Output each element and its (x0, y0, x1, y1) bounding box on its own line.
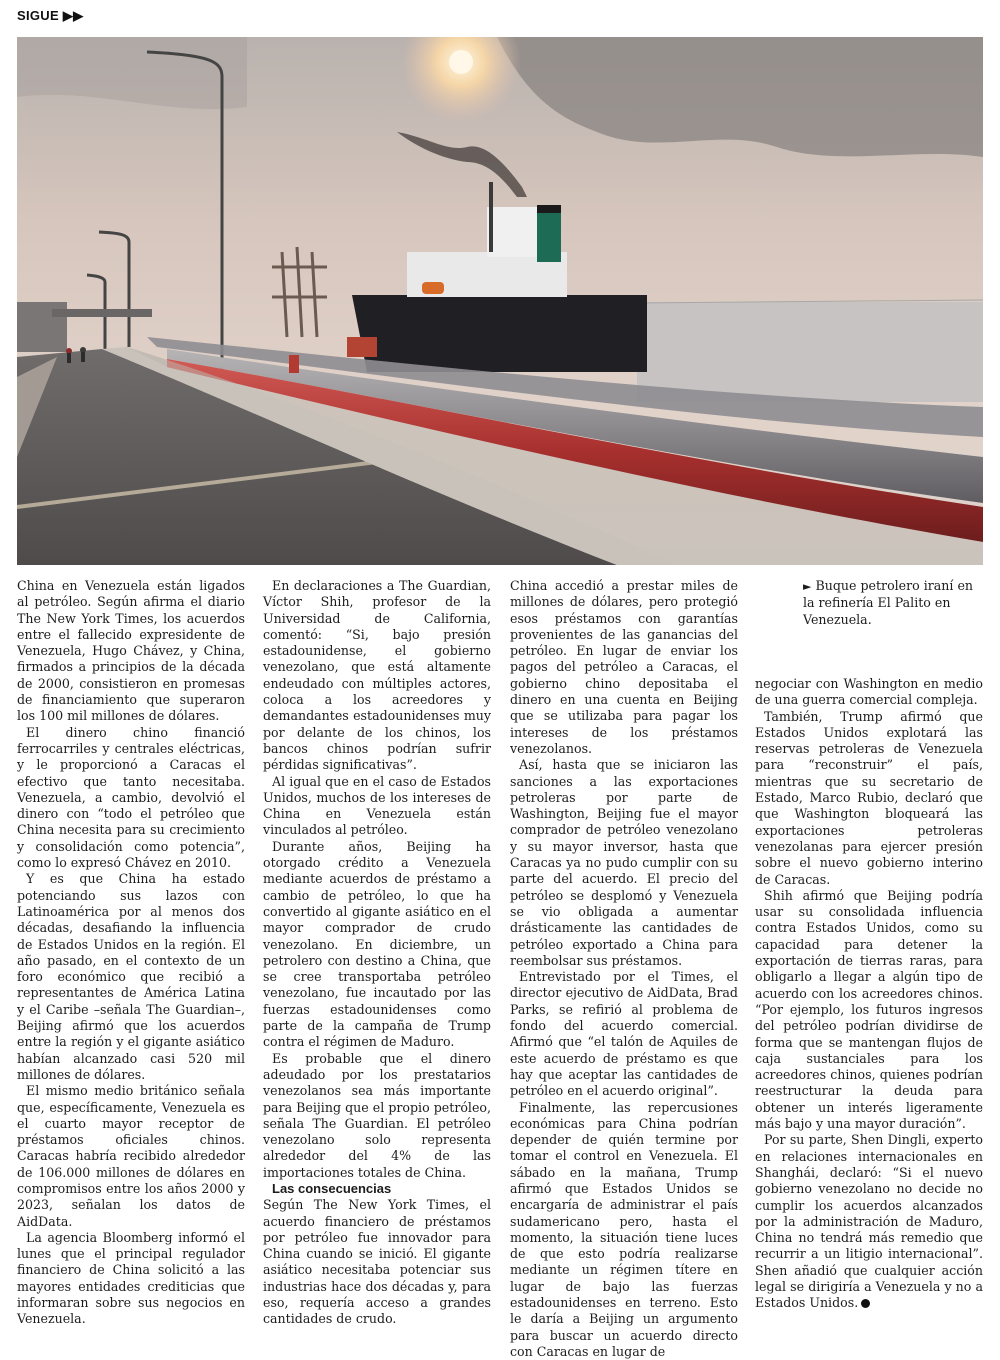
paragraph: Según The New York Times, el acuerdo financiero de préstamos por petróleo fue innovador para China cuando se inició. El gigante asiático necesitaba potenciar sus industrias hace dos décadas y, para eso, requería acceso a grandes cantidades de crudo. (263, 1197, 491, 1327)
paragraph: Durante años, Beijing ha otorgado crédito a Venezuela mediante acuerdos de préstamo a cambio de petróleo, lo que ha convertido al gigante asiático en el mayor comprador de crudo venezolano. En diciembre, un petrolero con destino a China, que se cree transportaba petróleo venezolano, fue incautado por las fuerzas estadounidenses como parte de la campaña de Trump contra el régimen de Maduro. (263, 839, 491, 1051)
paragraph: negociar con Washington en medio de una guerra comercial compleja. (755, 676, 983, 709)
paragraph: China accedió a prestar miles de millones de dólares, pero protegió esos préstamos con garantías provenientes de las ganancias del petróleo. En lugar de enviar los pagos del petróleo a Caracas, el gobierno chino depositaba el dinero en una cuenta en Beijing que se utilizaba para pagar los intereses de los préstamos venezolanos. (510, 578, 738, 757)
article-column-4 (755, 676, 983, 1312)
caption-marker-icon: ► (803, 580, 811, 593)
photo-caption (803, 578, 983, 628)
paragraph: Es probable que el dinero adeudado por los prestatarios venezolanos sea más importante para Beijing que el propio petróleo, señala The Guardian. El petróleo venezolano solo representa alrededor del 4% de las importaciones totales de China. (263, 1051, 491, 1181)
paragraph: En declaraciones a The Guardian, Víctor Shih, profesor de la Universidad de California, comentó: “Si, bajo presión estadounidense, el gobierno venezolano, que está altamente endeudado con múltiples actores, coloca a los acreedores y demandantes estadounidenses muy por delante de los chinos, los bancos chinos podrían sufrir pérdidas significativas”. (263, 578, 491, 774)
photo-oil-tanker (17, 37, 983, 565)
section-subheading: Las consecuencias (263, 1181, 491, 1197)
article-column-1 (17, 578, 245, 1328)
section-kicker: SIGUE ▶▶ (17, 8, 83, 24)
paragraph: La agencia Bloomberg informó el lunes que el principal regulador financiero de China solicitó a las mayores entidades crediticias que informaran sobre sus negocios en Venezuela. (17, 1230, 245, 1328)
paragraph: También, Trump afirmó que Estados Unidos explotará las reservas petroleras de Venezuela para “reconstruir” el país, mientras que su secretario de Estado, Marco Rubio, declaró que que Washington bloqueará las exportaciones petroleras venezolanas para ejercer presión sobre el nuevo gobierno interino de Caracas. (755, 709, 983, 888)
paragraph: Así, hasta que se iniciaron las sanciones a las exportaciones petroleras por parte de Washington, Beijing fue el mayor comprador de petróleo venezolano y su mayor inversor, hasta que Caracas ya no pudo cumplir con su parte del acuerdo. El precio del petróleo se desplomó y Venezuela se vio obligada a aumentar drásticamente las cantidades de petróleo exportado a China para reembolsar sus préstamos. (510, 757, 738, 969)
final-paragraph-text: Por su parte, Shen Dingli, experto en relaciones internacionales en Shanghái, declaró: “Si el nuevo gobierno venezolano no decide no cumplir los acuerdos alcanzados por la administración de Maduro, China no tendrá más remedio que recurrir a un litigio internacional”. Shen añadió que cualquier acción legal se dirigiría a Venezuela y no a Estados Unidos. (755, 1132, 983, 1310)
caption-text: Buque petrolero iraní en la refinería El Palito en Venezuela. (803, 578, 973, 627)
end-of-article-icon (861, 1299, 870, 1308)
article-column-3 (510, 578, 738, 1360)
paragraph: Y es que China ha estado potenciando sus lazos con Latinoamérica por al menos dos décadas, desafiando la influencia de Estados Unidos en la región. El año pasado, en el contexto de un foro económico que recibió a representantes de América Latina y el Caribe –señala The Guardian–, Beijing afirmó que los acuerdos entre la región y el gigante asiático habían alcanzado casi 520 mil millones de dólares. (17, 871, 245, 1083)
paragraph: Shih afirmó que Beijing podría usar su consolidada influencia contra Estados Unidos, como su capacidad para detener la exportación de tierras raras, para obligarlo a llegar a algún tipo de acuerdo con los acreedores chinos. “Por ejemplo, los futuros ingresos del petróleo podrían dividirse de forma que se mantengan flujos de caja sustanciales para los acreedores chinos, quienes podrían reestructurar la deuda para obtener un interés ligeramente más bajo y una mayor duración”. (755, 888, 983, 1132)
paragraph: Finalmente, las repercusiones económicas para China podrían depender de quién termine por tomar el control en Venezuela. El sábado en la mañana, Trump afirmó que Estados Unidos se encargaría de administrar el país sudamericano pero, hasta el momento, la situación tiene luces de que esto podría realizarse mediante un régimen títere en lugar de bajo las fuerzas estadounidenses en terreno. Esto le daría a Beijing un argumento para buscar un acuerdo directo con Caracas en lugar de (510, 1100, 738, 1360)
paragraph: El dinero chino financió ferrocarriles y centrales eléctricas, y le proporcionó a Caracas el efectivo que tanto necesitaba. Venezuela, a cambio, devolvió el dinero con “todo el petróleo que China necesita para su crecimiento y consolidación como potencia”, como lo expresó Chávez en 2010. (17, 725, 245, 872)
paragraph: Al igual que en el caso de Estados Unidos, muchos de los intereses de China en Venezuela están vinculados al petróleo. (263, 774, 491, 839)
paragraph: Entrevistado por el Times, el director ejecutivo de AidData, Brad Parks, se refirió al problema de fondo del acuerdo comercial. Afirmó que “el talón de Aquiles de este acuerdo de préstamo es que hay que aceptar las cantidades de petróleo en el acuerdo original”. (510, 969, 738, 1099)
article-column-2 (263, 578, 491, 1328)
paragraph-final (755, 1132, 983, 1311)
paragraph: China en Venezuela están ligados al petróleo. Según afirma el diario The New York Times, los acuerdos entre el fallecido expresidente de Venezuela, Hugo Chávez, y China, firmados a principios de la década de 2000, consistieron en promesas de financiamiento que superaron los 100 mil millones de dólares. (17, 578, 245, 725)
paragraph: El mismo medio británico señala que, específicamente, Venezuela es el cuarto mayor receptor de préstamos oficiales chinos. Caracas habría recibido alrededor de 106.000 millones de dólares en compromisos entre los años 2000 y 2023, señalan los datos de AidData. (17, 1083, 245, 1230)
photo-illustration (17, 37, 983, 565)
